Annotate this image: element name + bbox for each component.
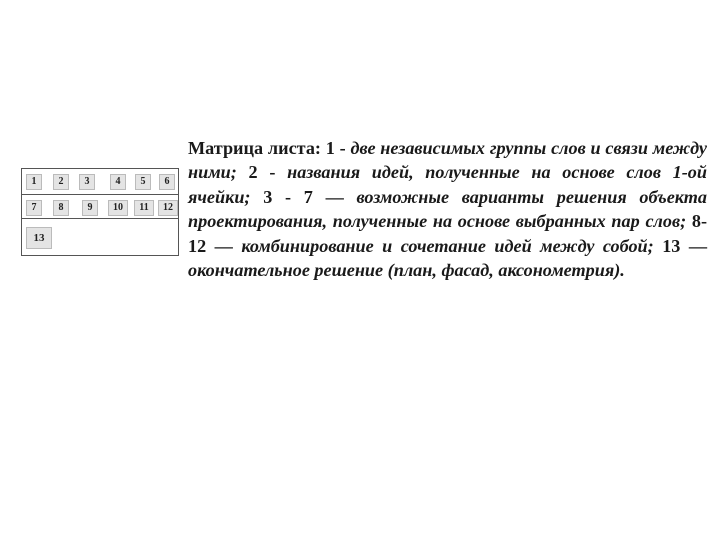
matrix-row-3 [22, 219, 178, 255]
caption-ref-1: 1 - [325, 138, 346, 158]
caption-ref-8-12: 8-12 — [188, 211, 707, 256]
caption-text-13: окончательное решение (план, фасад, аксонометрия). [188, 260, 625, 281]
matrix-cell-11: 11 [134, 200, 154, 216]
matrix-cell-12: 12 [158, 200, 178, 216]
matrix-row-1 [22, 169, 178, 195]
matrix-cell-3: 3 [79, 174, 95, 190]
caption-text-8-12: комбинирование и сочетание идей между собой; [241, 235, 654, 256]
matrix-cell-2: 2 [53, 174, 69, 190]
matrix-cell-4: 4 [110, 174, 126, 190]
caption-text-2: названия идей, полученные на основе слов 1-ой ячейки; [188, 162, 708, 207]
matrix-cell-9: 9 [82, 200, 98, 216]
matrix-cell-5: 5 [135, 174, 151, 190]
caption-text-1: две независимых группы слов и связи между ними; [188, 138, 707, 183]
matrix-cell-7: 7 [26, 200, 42, 216]
caption-text-3-7: возможные варианты решения объекта проектирования, полученные на основе выбранных пар слов; [188, 186, 708, 232]
matrix-cell-13: 13 [26, 227, 52, 249]
matrix-description [188, 136, 707, 282]
matrix-cell-1: 1 [26, 174, 42, 190]
sheet-matrix-diagram [21, 168, 179, 256]
caption-heading: Матрица листа: [188, 138, 321, 158]
matrix-cell-10: 10 [108, 200, 128, 216]
matrix-cell-6: 6 [159, 174, 175, 190]
caption-ref-2: 2 - [248, 162, 276, 183]
matrix-row-2 [22, 195, 178, 219]
caption-ref-13: 13 — [662, 235, 708, 256]
caption-ref-3-7: 3 - 7 — [263, 186, 344, 207]
matrix-cell-8: 8 [53, 200, 69, 216]
